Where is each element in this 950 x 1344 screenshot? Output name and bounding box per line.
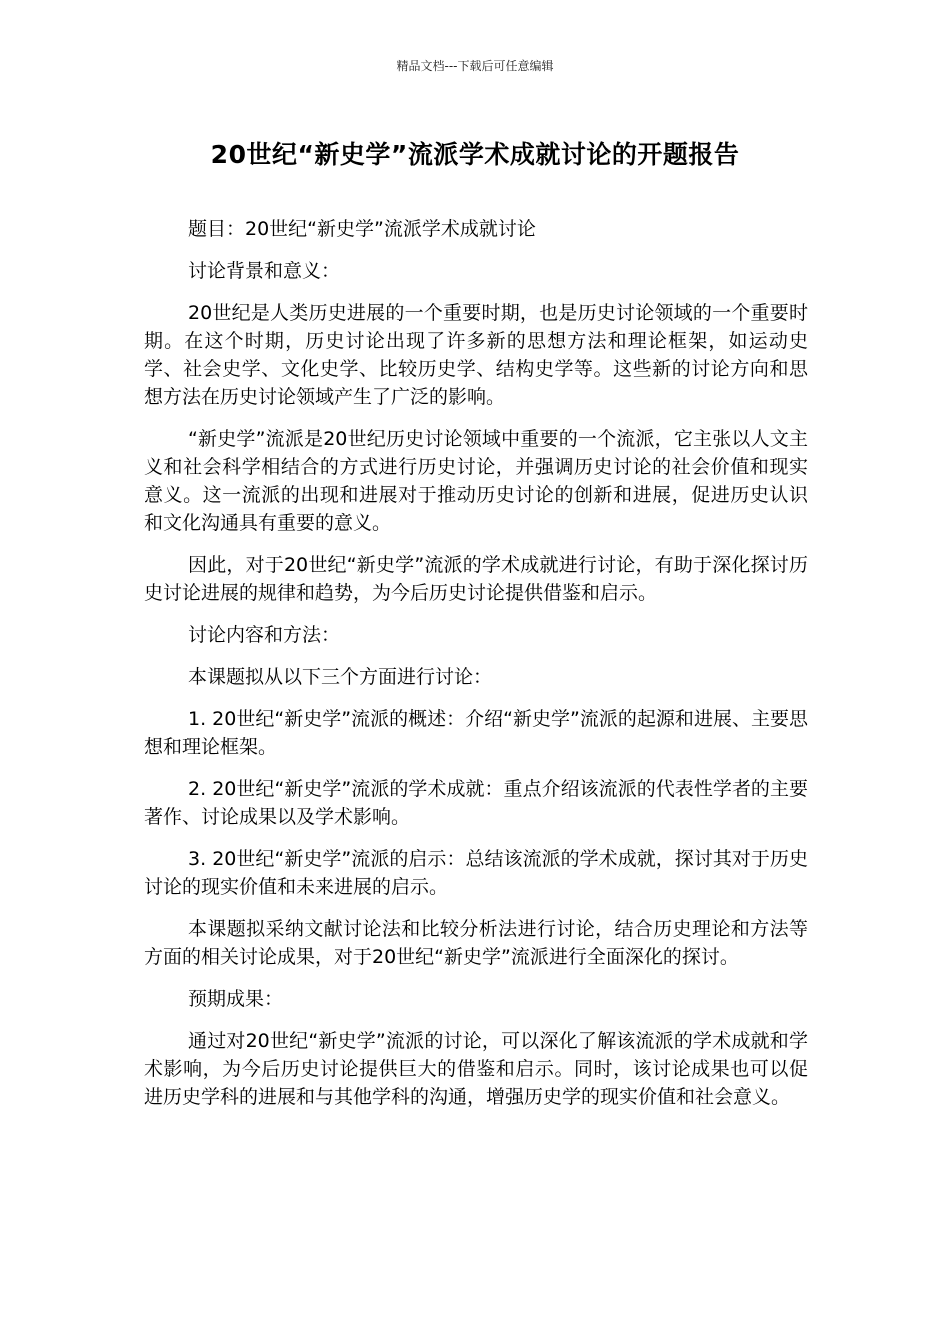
content-item-3: 3. 20世纪“新史学”流派的启示：总结该流派的学术成就，探讨其对于历史讨论的现实价值和未来进展的启示。 — [144, 848, 808, 898]
content-item-2: 2. 20世纪“新史学”流派的学术成就：重点介绍该流派的代表性学者的主要著作、讨论成果以及学术影响。 — [144, 778, 808, 828]
method-paragraph: 本课题拟采纳文献讨论法和比较分析法进行讨论，结合历史理论和方法等方面的相关讨论成果，对于20世纪“新史学”流派进行全面深化的探讨。 — [144, 918, 808, 968]
background-paragraph-1: 20世纪是人类历史进展的一个重要时期，也是历史讨论领域的一个重要时期。在这个时期，历史讨论出现了许多新的思想方法和理论框架，如运动史学、社会史学、文化史学、比较历史学、结构史学等。这些新的讨论方向和思想方法在历史讨论领域产生了广泛的影响。 — [144, 302, 808, 408]
topic-line: 题目：20世纪“新史学”流派学术成就讨论 — [188, 218, 536, 240]
document-title: 20世纪“新史学”流派学术成就讨论的开题报告 — [210, 140, 740, 169]
content-intro-paragraph: 本课题拟从以下三个方面进行讨论： — [188, 666, 493, 688]
section-heading-expected-results: 预期成果： — [188, 988, 284, 1010]
section-heading-background: 讨论背景和意义： — [188, 260, 341, 282]
background-paragraph-3: 因此，对于20世纪“新史学”流派的学术成就进行讨论，有助于深化探讨历史讨论进展的规律和趋势，为今后历史讨论提供借鉴和启示。 — [144, 554, 808, 604]
section-heading-content-method: 讨论内容和方法： — [188, 624, 341, 646]
document-body — [144, 215, 808, 1125]
background-paragraph-2: “新史学”流派是20世纪历史讨论领域中重要的一个流派，它主张以人文主义和社会科学相结合的方式进行历史讨论，并强调历史讨论的社会价值和现实意义。这一流派的出现和进展对于推动历史讨论的创新和进展，促进历史认识和文化沟通具有重要的意义。 — [144, 428, 808, 534]
expected-results-paragraph: 通过对20世纪“新史学”流派的讨论，可以深化了解该流派的学术成就和学术影响，为今后历史讨论提供巨大的借鉴和启示。同时，该讨论成果也可以促进历史学科的进展和与其他学科的沟通，增强历史学的现实价值和社会意义。 — [144, 1030, 808, 1108]
page-header-note: 精品文档---下载后可任意编辑 — [396, 59, 554, 73]
content-item-1: 1. 20世纪“新史学”流派的概述：介绍“新史学”流派的起源和进展、主要思想和理论框架。 — [144, 708, 808, 758]
